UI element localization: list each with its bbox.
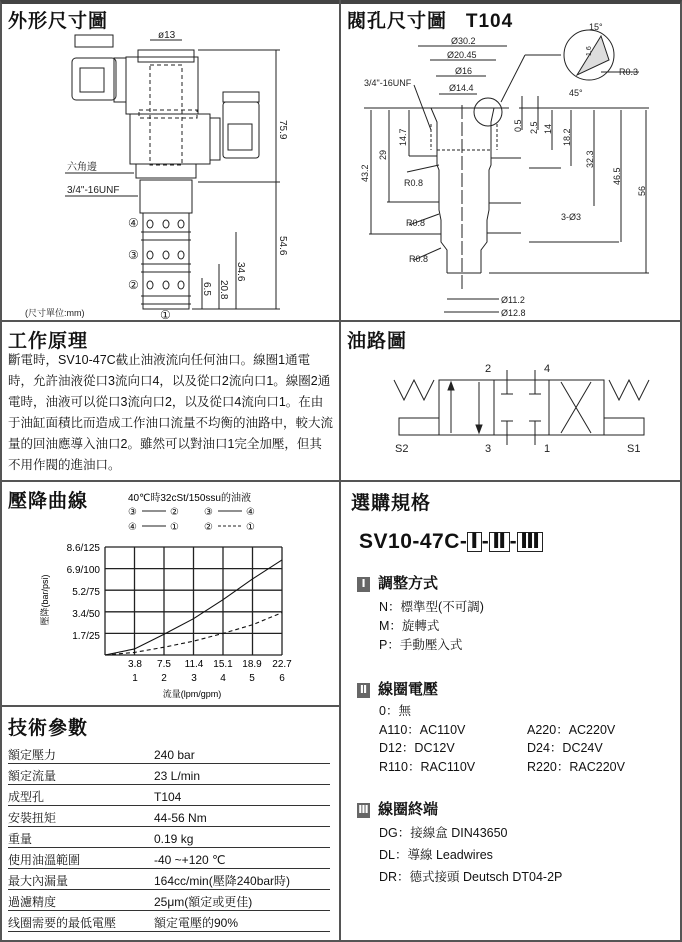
circuit-section (339, 320, 682, 482)
terminal-options: DG：接線盒 DIN43650 DL：導線 Leadwires DR：德式接頭 Deutsch DT04-2P (379, 826, 563, 884)
svg-text:14: 14 (543, 123, 553, 134)
svg-text:Ø11.2: Ø11.2 (501, 295, 525, 305)
x-tick: 3.8 (128, 659, 142, 670)
x-axis-label: 流量(lpm/gpm) (162, 689, 222, 699)
cavity-section (339, 0, 682, 322)
spec-row (8, 806, 330, 827)
x-tick: 6 (279, 673, 285, 684)
y-tick: 8.6/125 (66, 543, 100, 554)
principle-text: 斷電時，SV10-47C截止油液流向任何油口。線圈1通電時，允許油液從口3流向口4，以及從口2流向口1。線圈2通電時，油液可以從口3流向口2，以及從口4流向口1。在由于油缸面積比而造成工作油口流量不均衡的油路中，較大流量的回油應導入油口2。雖然可以對油口1完全加壓，但其不用作閥的進油口。 (8, 353, 334, 472)
model-code: SV10-47C- Ⅰ - Ⅱ - Ⅲ (359, 530, 543, 554)
spec-label: 使用油溫範圍 (8, 848, 154, 869)
dim-13: ø13 (158, 30, 176, 41)
spec-row (8, 764, 330, 785)
svg-text:S2: S2 (395, 443, 409, 455)
svg-text:Ø30.2: Ø30.2 (451, 36, 476, 46)
spec-row (8, 743, 330, 764)
svg-text:②: ② (128, 278, 139, 292)
spec-label: 過濾精度 (8, 890, 154, 911)
svg-text:1.6: 1.6 (586, 46, 593, 56)
section-3-heading: Ⅲ 線圈終端 (358, 801, 439, 818)
spec-label: 安裝扭矩 (8, 806, 154, 827)
svg-text:14.7: 14.7 (398, 128, 408, 146)
x-tick: 22.7 (272, 659, 292, 670)
svg-text:Ø20.45: Ø20.45 (447, 50, 477, 60)
svg-text:②: ② (170, 507, 179, 518)
svg-text:15°: 15° (589, 22, 603, 32)
svg-text:20.8: 20.8 (218, 280, 229, 300)
svg-text:32.3: 32.3 (585, 150, 595, 168)
x-tick: 3 (191, 673, 197, 684)
svg-text:S1: S1 (627, 443, 641, 455)
svg-text:46.5: 46.5 (612, 167, 622, 185)
chart-subtitle: 40℃時32cSt/150ssu的油液 (128, 493, 251, 504)
circuit-symbol (339, 320, 681, 480)
svg-text:①: ① (246, 522, 255, 533)
svg-text:Ø16: Ø16 (455, 66, 473, 76)
principle-title: 工作原理 (8, 331, 89, 352)
spec-value: 23 L/min (154, 764, 330, 785)
x-tick: 7.5 (157, 659, 171, 670)
svg-text:3: 3 (485, 443, 492, 455)
holes-label: 3-Ø3 (561, 212, 582, 222)
svg-text:④: ④ (128, 522, 137, 533)
svg-text:18.2: 18.2 (562, 128, 572, 146)
y-tick: 5.2/75 (72, 587, 100, 598)
spec-row (8, 785, 330, 806)
spec-label: 額定流量 (8, 764, 154, 785)
spec-value: 25μm(額定或更佳) (154, 890, 330, 911)
section-2-heading: Ⅱ 線圈電壓 (357, 678, 438, 699)
svg-text:④: ④ (246, 507, 255, 518)
svg-text:2: 2 (485, 363, 492, 375)
spec-label: 成型孔 (8, 785, 154, 806)
unit-note: (尺寸單位:mm) (25, 308, 85, 318)
x-tick: 5 (249, 673, 255, 684)
spec-label: 最大內漏量 (8, 869, 154, 890)
svg-text:R0.3: R0.3 (619, 67, 639, 77)
svg-text:54.6: 54.6 (277, 236, 288, 256)
spec-row (8, 911, 330, 932)
spec-value: 240 bar (154, 743, 330, 764)
y-tick: 3.4/50 (72, 609, 100, 620)
svg-text:6.5: 6.5 (201, 282, 212, 296)
voltage-options-right: A220：AC220V D24：DC24V R220：RAC220V (527, 722, 625, 774)
spec-row (8, 890, 330, 911)
outline-section (0, 0, 341, 322)
spec-value: T104 (154, 785, 330, 806)
svg-text:56: 56 (637, 185, 647, 196)
hex-label: 六角邊 (67, 162, 97, 173)
pressure-drop-section (0, 480, 341, 707)
svg-text:R0.8: R0.8 (409, 254, 429, 264)
spec-row (8, 827, 330, 848)
svg-text:29: 29 (378, 149, 388, 160)
cavity-thread: 3/4"-16UNF (364, 78, 412, 88)
svg-text:③: ③ (204, 507, 213, 518)
svg-text:Ø14.4: Ø14.4 (449, 83, 474, 93)
svg-text:①: ① (170, 522, 179, 533)
svg-text:③: ③ (128, 248, 139, 262)
thread-label: 3/4"-16UNF (67, 185, 120, 196)
svg-text:④: ④ (128, 216, 139, 230)
selection-section (339, 480, 682, 942)
x-tick: 4 (220, 673, 226, 684)
cavity-drawing (339, 0, 681, 320)
svg-text:R0.8: R0.8 (404, 178, 424, 188)
y-tick: 1.7/25 (72, 631, 100, 642)
x-tick: 2 (161, 673, 167, 684)
outline-title: 外形尺寸圖 (8, 11, 109, 32)
x-tick: 11.4 (184, 659, 204, 670)
pressure-drop-chart (0, 480, 340, 705)
spec-value: 44-56 Nm (154, 806, 330, 827)
spec-row (8, 869, 330, 890)
y-tick: 6.9/100 (66, 565, 100, 576)
svg-text:43.2: 43.2 (360, 164, 370, 182)
chart-title: 壓降曲線 (8, 491, 89, 512)
spec-value: 額定電壓的90% (154, 911, 330, 932)
circuit-title: 油路圖 (347, 331, 408, 352)
cavity-title: 閥孔尺寸圖 T104 (347, 11, 514, 32)
x-tick: 18.9 (242, 659, 262, 670)
section-1-heading: Ⅰ 調整方式 (357, 572, 438, 593)
legend-from: ③ (128, 507, 137, 518)
spec-row (8, 848, 330, 869)
selection-title: 選購規格 (351, 493, 432, 514)
svg-text:②: ② (204, 522, 213, 533)
svg-text:45°: 45° (569, 88, 583, 98)
x-tick: 1 (132, 673, 138, 684)
svg-text:4: 4 (544, 363, 551, 375)
svg-text:75.9: 75.9 (277, 120, 288, 140)
spec-value: -40 ~+120 ℃ (154, 848, 330, 869)
svg-text:Ø12.8: Ø12.8 (501, 308, 526, 318)
y-axis-label: 壓降(bar/psi) (40, 574, 50, 626)
spec-label: 額定壓力 (8, 743, 154, 764)
outline-drawing (0, 0, 340, 320)
principle-section (0, 320, 341, 482)
specs-title: 技術參數 (8, 718, 89, 739)
svg-text:2.5: 2.5 (529, 121, 539, 134)
x-tick: 15.1 (213, 659, 233, 670)
adjustment-options: N：標準型(不可調) M：旋轉式 P：手動壓入式 (379, 600, 484, 652)
spec-value: 164cc/min(壓降240bar時) (154, 869, 330, 890)
spec-label: 线圈需要的最低電壓 (8, 911, 154, 932)
spec-value: 0.19 kg (154, 827, 330, 848)
specs-table (8, 743, 330, 932)
svg-text:R0.8: R0.8 (406, 218, 426, 228)
svg-text:34.6: 34.6 (235, 262, 246, 282)
svg-text:①: ① (160, 308, 171, 320)
voltage-options: 0：無 A110：AC110V D12：DC12V R110：RAC110V (379, 704, 476, 774)
specs-section (0, 705, 341, 942)
svg-text:0.5: 0.5 (513, 119, 523, 132)
svg-text:1: 1 (544, 443, 551, 455)
spec-label: 重量 (8, 827, 154, 848)
